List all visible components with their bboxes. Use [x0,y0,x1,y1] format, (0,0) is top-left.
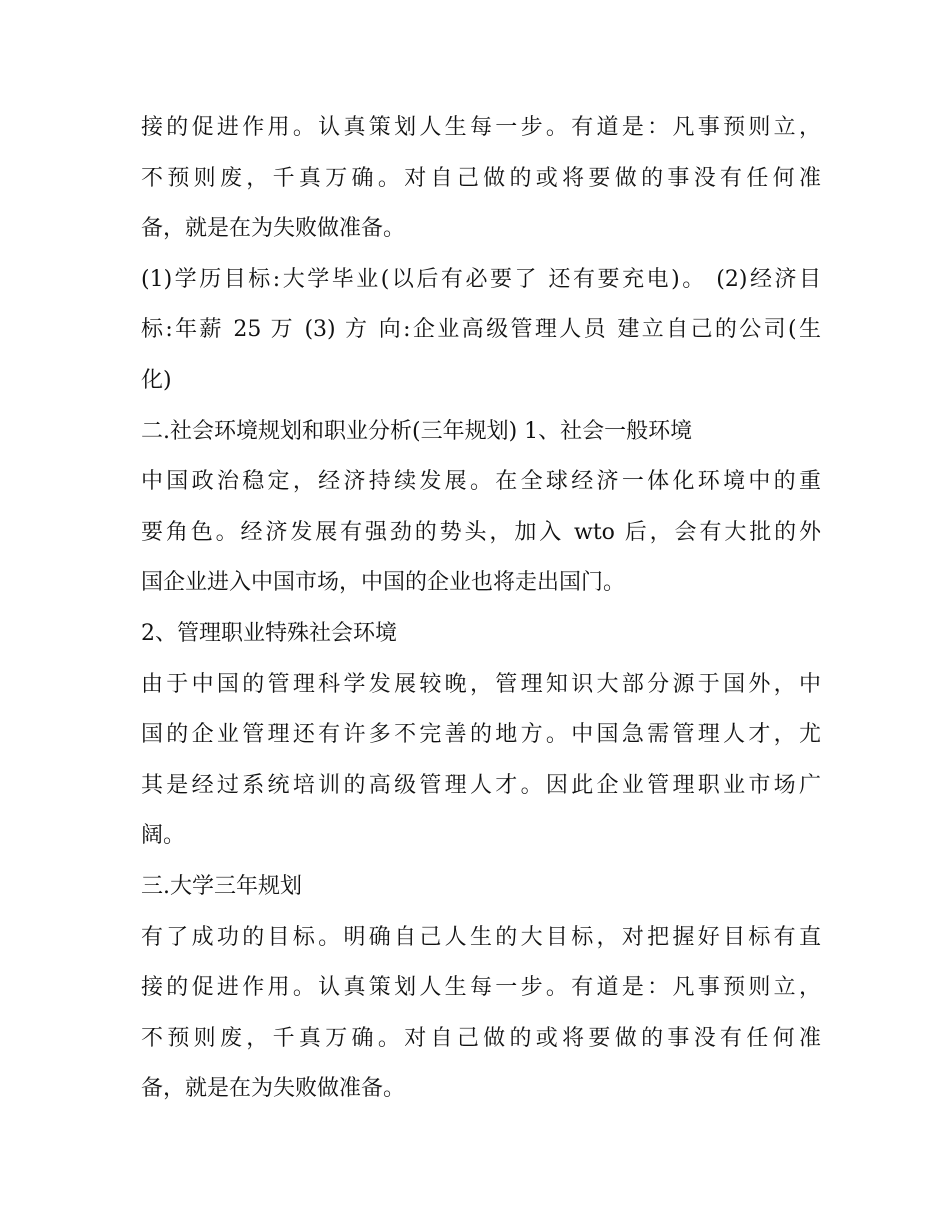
section-heading: 二.社会环境规划和职业分析(三年规划) 1、社会一般环境 [141,418,693,444]
text-line: 化) [141,367,172,393]
text-line: 有了成功的目标。明确自己人生的大目标，对把握好目标有直 [141,924,821,950]
text-line: 国的企业管理还有许多不完善的地方。中国急需管理人才，尤 [141,722,821,748]
text-line: 接的促进作用。认真策划人生每一步。有道是：凡事预则立， [141,115,821,140]
document-body [141,103,821,1115]
subsection-heading: 2、管理职业特殊社会环境 [141,620,397,646]
section-heading: 三.大学三年规划 [141,873,302,899]
text-line: 备，就是在为失败做准备。 [141,216,406,242]
text-line: (1)学历目标:大学毕业(以后有必要了 还有要充电)。 (2)经济目 [141,266,821,292]
text-line: 中国政治稳定，经济持续发展。在全球经济一体化环境中的重 [141,469,821,495]
text-line: 国企业进入中国市场，中国的企业也将走出国门。 [141,570,626,596]
text-line: 标:年薪 25 万 (3) 方 向:企业高级管理人员 建立自己的公司(生 [141,317,821,343]
text-line: 由于中国的管理科学发展较晚，管理知识大部分源于国外，中 [141,671,821,697]
text-line: 不预则废，千真万确。对自己做的或将要做的事没有任何准 [141,1025,821,1051]
text-line: 不预则废，千真万确。对自己做的或将要做的事没有任何准 [141,165,821,191]
text-line: 阔。 [141,823,186,849]
text-line: 其是经过系统培训的高级管理人才。因此企业管理职业市场广 [141,772,821,798]
text-line: 备，就是在为失败做准备。 [141,1076,406,1102]
text-line: 接的促进作用。认真策划人生每一步。有道是：凡事预则立， [141,975,821,1001]
text-line: 要角色。经济发展有强劲的势头，加入 wto 后，会有大批的外 [141,519,821,545]
